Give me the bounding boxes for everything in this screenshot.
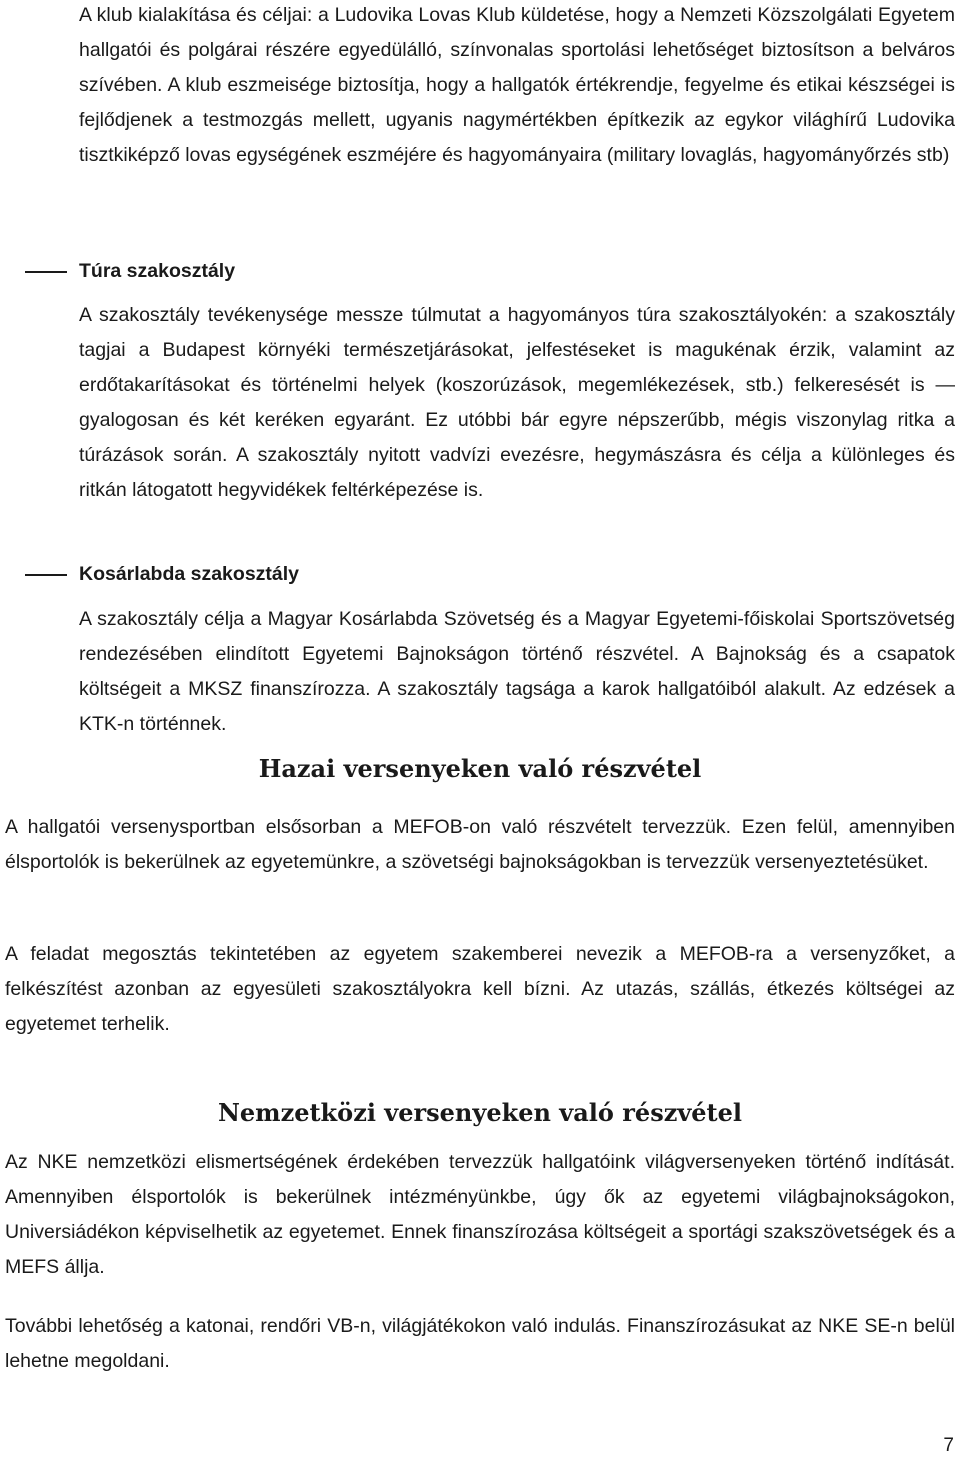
heading-nemzetkozi-versenyek: Nemzetközi versenyeken való részvétel <box>217 1098 743 1127</box>
paragraph-feladat-megosztas: A feladat megosztás tekintetében az egyetem szakemberei nevezik a MEFOB-ra a versenyzőket, a felkészítést azonban az egyesületi szakosztályokra kell bízni. Az utazás, szállás, étkezés költségei az egyetemet terhelik. <box>5 943 955 1035</box>
dash-bullet-icon <box>25 271 67 273</box>
section-title-tura: Túra szakosztály <box>79 260 236 282</box>
heading-hazai-versenyek: Hazai versenyeken való részvétel <box>258 754 702 783</box>
page-number: 7 <box>943 1435 954 1456</box>
bullet-kosarlabda-szakosztaly <box>0 557 299 592</box>
paragraph-nke-nemzetkozi: Az NKE nemzetközi elismertségének érdekében tervezzük hallgatóink világversenyeken történő indítását. Amennyiben élsportolók is bekerülnek intézményünkbe, úgy ők az egyetemi világbajnokságokon, Universiádékon képviselhetik az egyetemet. Ennek finanszírozása költségeit a sportági szakszövetségek és a MEFS állja. <box>5 1151 955 1278</box>
paragraph-kosarlabda: A szakosztály célja a Magyar Kosárlabda Szövetség és a Magyar Egyetemi-főiskolai Sportszövetség rendezésében elindított Egyetemi Bajnokságon történő részvétel. A Bajnokság és a csapatok költségeit a MKSZ finanszírozza. A szakosztály tagsága a karok hallgatóiból alakult. Az edzések a KTK-n történnek. <box>79 608 955 735</box>
paragraph-tura: A szakosztály tevékenysége messze túlmutat a hagyományos túra szakosztályokén: a szakosztály tagjai a Budapest környéki természetjárásokat, jelfestéseket is magukénak érzik, valamint az erdőtakarításokat és történelmi helyek (koszorúzások, megemlékezések, stb.) felkeresését is — gyalogosan és két keréken egyaránt. Ez utóbbi bár egyre népszerűbb, mégis viszonylag ritka a túrázások során. A szakosztály nyitott vadvízi evezésre, hegymászásra és célja a különleges és ritkán látogatott hegyvidékek feltérképezése is. <box>79 304 955 501</box>
paragraph-ludovika-club: A klub kialakítása és céljai: a Ludovika Lovas Klub küldetése, hogy a Nemzeti Közszolgálati Egyetem hallgatói és polgárai részére egyedülálló, színvonalas sportolási lehetőséget biztosítson a belváros szívében. A klub eszmeisége biztosítja, hogy a hallgatók értékrendje, fegyelme és etikai készségei is fejlődjenek a testmozgás mellett, ugyanis nagymértékben építkezik az egykor világhírű Ludovika tisztkiképző lovas egységének eszméjére és hagyományaira (military lovaglás, hagyományőrzés stb) <box>79 4 955 166</box>
paragraph-mefob: A hallgatói versenysportban elsősorban a MEFOB-on való részvételt tervezzük. Ezen felül, amennyiben élsportolók is bekerülnek az egyetemünkre, a szövetségi bajnokságokban is tervezzük versenyeztetésüket. <box>5 816 955 873</box>
paragraph-tovabbi-lehetoseg: További lehetőség a katonai, rendőri VB-n, világjátékokon való indulás. Finanszírozásukat az NKE SE-n belül lehetne megoldani. <box>5 1315 955 1372</box>
dash-bullet-icon <box>25 574 67 576</box>
section-title-kosarlabda: Kosárlabda szakosztály <box>79 563 300 585</box>
bullet-tura-szakosztaly <box>0 254 235 289</box>
